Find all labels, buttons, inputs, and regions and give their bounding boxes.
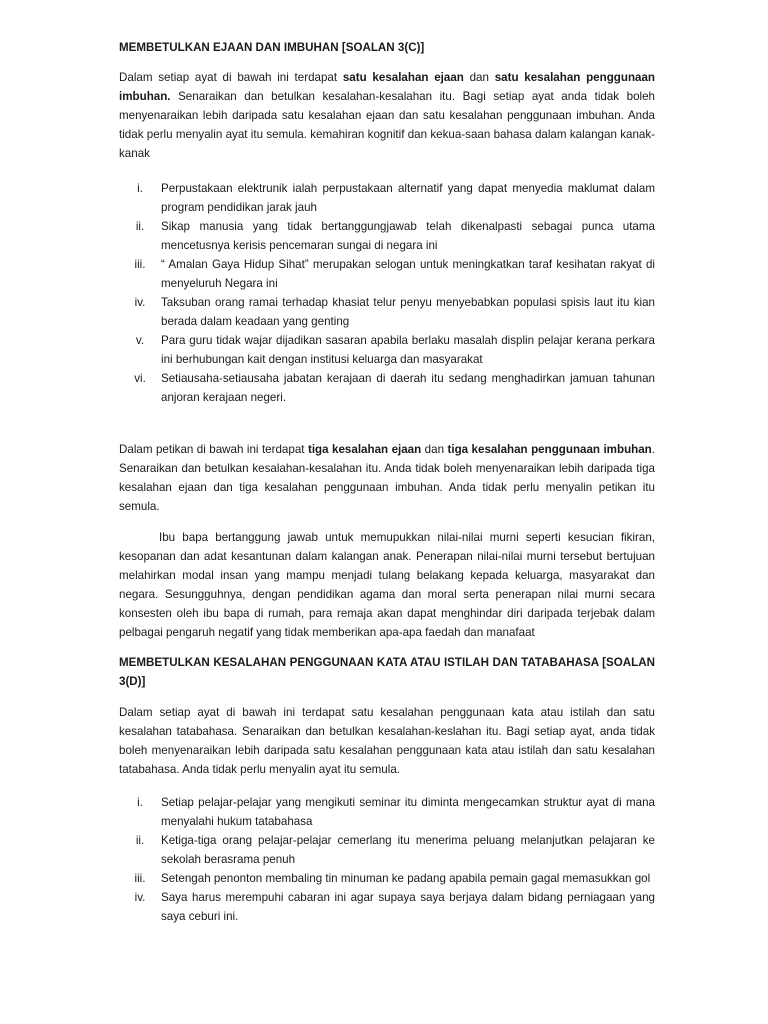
- section3-intro: Dalam setiap ayat di bawah ini terdapat satu kesalahan penggunaan kata atau istilah dan satu kesalahan tatabahasa. Senaraikan dan betulkan kesalahan-keslahan itu. Bagi setiap ayat, anda tidak boleh menyenaraikan lebih daripada satu kesalahan penggunaan kata atau istilah dan satu kesalahan tatabahasa. Anda tidak perlu menyalin ayat itu semula.: [119, 706, 655, 776]
- item-number: iii.: [134, 872, 146, 885]
- item-text: Saya harus merempuhi cabaran ini agar supaya saya berjaya dalam bidang perniagaan yang saya ceburi ini.: [161, 891, 655, 923]
- document-page: [119, 38, 655, 926]
- intro-text: Senaraikan dan betulkan kesalahan-kesalahan itu. Bagi setiap ayat anda tidak boleh menyenaraikan lebih daripada satu kesalahan ejaan dan satu kesalahan penggunaan imbuhan. Anda tidak perlu menyalin ayat itu semula. kemahiran kognitif dan kekua-saan bahasa dalam kalangan kanak-kanak: [119, 90, 655, 160]
- item-text: Ketiga-tiga orang pelajar-pelajar cemerlang itu menerima peluang melanjutkan pelajaran ke sekolah berasrama penuh: [161, 834, 655, 866]
- item-number: vi.: [134, 372, 146, 385]
- item-number: iv.: [134, 891, 146, 904]
- item-text: “ Amalan Gaya Hidup Sihat” merupakan selogan untuk meningkatkan taraf kesihatan rakyat di menyeluruh Negara ini: [161, 258, 655, 290]
- section3-question-list: [119, 793, 655, 926]
- item-number: i.: [137, 182, 143, 195]
- item-number: ii.: [135, 834, 145, 847]
- item-number: v.: [135, 334, 145, 347]
- list-item: [119, 217, 655, 255]
- section1-intro: [119, 68, 655, 163]
- intro-bold-text: tiga kesalahan ejaan: [307, 443, 422, 456]
- item-number: iii.: [134, 258, 146, 271]
- section2-passage: Ibu bapa bertanggung jawab untuk memupukkan nilai-nilai murni seperti kesucian fikiran, kesopanan dan adat kesantunan dalam kalangan anak. Penerapan nilai-nilai murni tersebut bertujuan melahirkan modal insan yang mampu menjadi tulang belakang kepada keluarga, masyarakat dan negara. Sesungguhnya, dengan pendidikan agama dan moral serta penerapan nilai murni secara konsesten oleh ibu bapa di rumah, para remaja akan dapat menghindar diri daripada terjebak dalam pelbagai pengaruh negatif yang tidak memberikan apa-apa faedah dan manafaat: [119, 531, 655, 639]
- item-text: Setiausaha-setiausaha jabatan kerajaan di daerah itu sedang menghadirkan jamuan tahunan anjoran kerajaan negeri.: [161, 372, 655, 404]
- section1-question-list: [119, 179, 655, 407]
- item-number: i.: [137, 796, 143, 809]
- list-item: [119, 869, 655, 888]
- list-item: [119, 255, 655, 293]
- intro-text: dan: [421, 443, 448, 456]
- list-item: [119, 369, 655, 407]
- section2-intro: [119, 440, 655, 516]
- intro-text: . Senaraikan dan betulkan kesalahan-kesalahan itu. Anda tidak boleh menyenaraikan lebih daripada tiga kesalahan ejaan dan tiga kesalahan penggunaan imbuhan. Anda tidak perlu menyalin petikan itu semula.: [119, 443, 655, 513]
- list-item: [119, 831, 655, 869]
- item-text: Para guru tidak wajar dijadikan sasaran apabila berlaku masalah displin pelajar kerana perkara ini berhubungan kait dengan institusi keluarga dan masyarakat: [161, 334, 655, 366]
- item-text: Setengah penonton membaling tin minuman ke padang apabila pemain gagal memasukkan gol: [161, 872, 651, 885]
- section1-heading: MEMBETULKAN EJAAN DAN IMBUHAN [SOALAN 3(C)]: [119, 41, 425, 54]
- list-item: [119, 888, 655, 926]
- intro-bold-text: satu kesalahan ejaan: [342, 71, 464, 84]
- item-text: Sikap manusia yang tidak bertanggungjawab telah dikenalpasti sebagai punca utama mencetusnya kerisis pencemaran sungai di negara ini: [161, 220, 655, 252]
- item-text: Perpustakaan elektrunik ialah perpustakaan alternatif yang dapat menyedia maklumat dalam program pendidikan jarak jauh: [161, 182, 655, 214]
- intro-bold-text: tiga kesalahan penggunaan imbuhan: [447, 443, 652, 456]
- list-item: [119, 179, 655, 217]
- list-item: [119, 293, 655, 331]
- list-item: [119, 331, 655, 369]
- item-number: ii.: [135, 220, 145, 233]
- section3-heading: MEMBETULKAN KESALAHAN PENGGUNAAN KATA ATAU ISTILAH DAN TATABAHASA [SOALAN 3(D)]: [119, 656, 655, 688]
- intro-text: Dalam petikan di bawah ini terdapat: [119, 443, 308, 456]
- intro-text: dan: [463, 71, 495, 84]
- item-number: iv.: [134, 296, 146, 309]
- item-text: Setiap pelajar-pelajar yang mengikuti seminar itu diminta mengecamkan struktur ayat di mana menyalahi hukum tatabahasa: [161, 796, 655, 828]
- intro-bold-text: satu kesalahan penggunaan imbuhan.: [119, 71, 656, 103]
- list-item: [119, 793, 655, 831]
- item-text: Taksuban orang ramai terhadap khasiat telur penyu menyebabkan populasi spisis laut itu kian berada dalam keadaan yang genting: [161, 296, 655, 328]
- intro-text: Dalam setiap ayat di bawah ini terdapat: [119, 71, 343, 84]
